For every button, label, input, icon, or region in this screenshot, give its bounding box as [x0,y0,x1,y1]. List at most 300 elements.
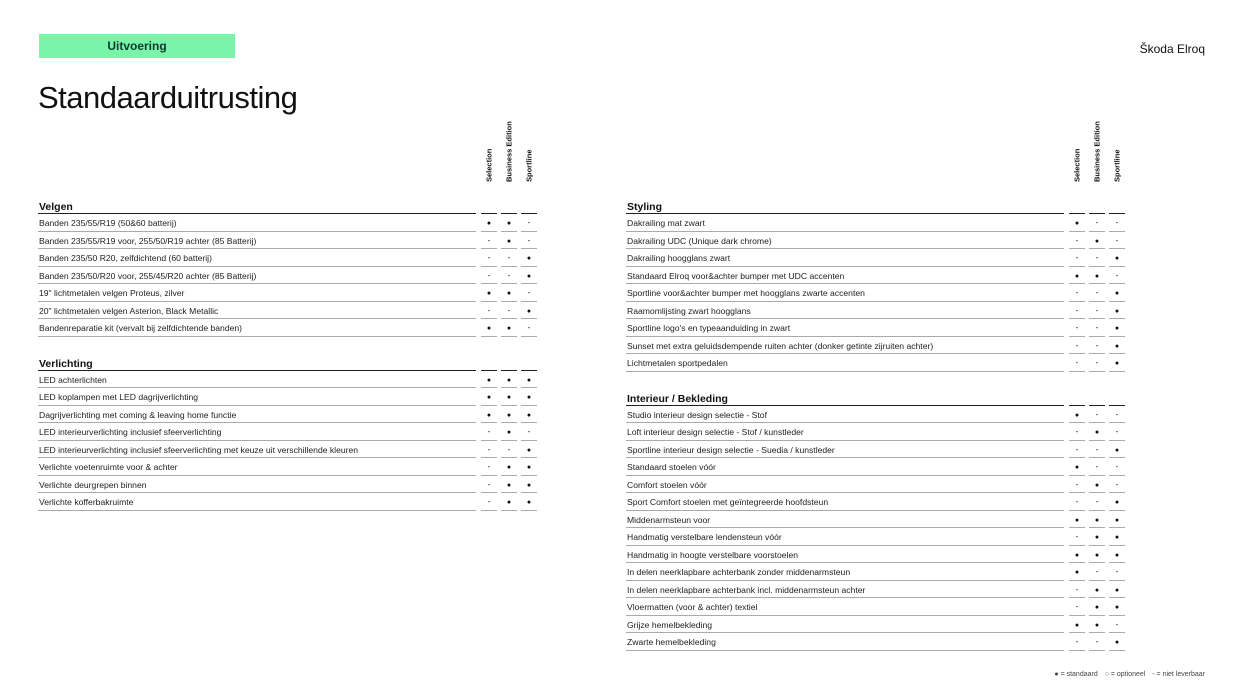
availability-selection [1069,337,1085,355]
page-title: Standaarduitrusting [38,80,298,115]
availability-selection [1069,249,1085,267]
availability-selection [1069,493,1085,511]
row-label: Comfort stoelen vóór [627,479,707,490]
availability-mark: - [1075,358,1079,367]
table-row [626,528,1126,546]
availability-selection [1069,616,1085,634]
column-header [501,121,517,191]
availability-mark: - [1095,288,1099,297]
availability-mark: ● [526,255,532,262]
legend [1049,671,1205,678]
availability-sportline [521,406,537,424]
availability-mark: - [507,270,511,280]
availability-mark: ● [1074,464,1080,471]
table-row [626,406,1126,424]
availability-mark: - [527,218,531,227]
section-title: Styling [627,201,663,213]
availability-mark: - [527,323,531,332]
availability-mark: - [527,427,531,436]
section-title: Interieur / Bekleding [627,392,728,405]
section-header [626,389,1126,406]
column-header-label: Selection [1072,148,1082,182]
section-badge: Uitvoering [39,34,235,58]
availability-mark: ● [506,325,512,332]
availability-business-edition [1089,458,1105,476]
availability-sportline [1109,563,1125,581]
availability-business-edition [1089,616,1105,634]
availability-business-edition [501,249,517,267]
table-row [626,511,1126,529]
row-label: Banden 235/50 R20, zelfdichtend (60 batterij) [39,253,212,263]
availability-business-edition [1089,249,1105,267]
section-header [38,197,538,214]
availability-business-edition [501,493,517,511]
row-label: Loft interieur design selectie - Stof / kunstleder [627,427,804,437]
table-row [626,598,1126,616]
availability-mark: ● [1114,499,1120,506]
availability-business-edition [501,302,517,320]
table-row [626,616,1126,634]
availability-mark: ● [1094,621,1100,629]
availability-business-edition [1089,319,1105,337]
availability-mark: ● [526,481,532,489]
availability-sportline [1109,598,1125,616]
cell-divider [1069,371,1085,372]
availability-mark: ● [1094,237,1100,245]
table-row [626,633,1126,651]
table-row [626,284,1126,302]
availability-selection [481,388,497,406]
availability-mark: ● [1074,220,1080,227]
availability-mark: - [1095,323,1099,332]
availability-mark: - [1075,602,1079,611]
availability-sportline [521,249,537,267]
availability-sportline [1109,354,1125,372]
availability-mark: ● [1094,586,1100,594]
availability-mark: - [487,479,491,489]
table-row [38,319,538,337]
availability-mark: - [1095,444,1099,454]
availability-mark: ● [1114,360,1120,367]
availability-mark: ● [526,272,532,280]
availability-mark: - [1075,497,1079,506]
column-header-label: Business Edition [504,121,514,182]
right-equipment-table [626,121,1126,651]
availability-selection [1069,581,1085,599]
availability-selection [481,284,497,302]
row-label: 19" lichtmetalen velgen Proteus, zilver [39,288,185,298]
availability-sportline [1109,616,1125,634]
row-label: Banden 235/50/R20 voor, 255/45/R20 achter (85 Batterij) [39,270,257,281]
row-divider [626,371,1064,372]
row-label: Verlichte deurgrepen binnen [39,479,147,490]
availability-business-edition [1089,581,1105,599]
table-row [38,371,538,389]
table-row [38,388,538,406]
row-label: Standaard stoelen vóór [627,462,716,472]
table-row [626,214,1126,232]
legend-standard: ● = standaard [1054,671,1098,678]
table-row [626,354,1126,372]
availability-selection [1069,511,1085,529]
availability-business-edition [1089,441,1105,459]
availability-mark: ● [526,464,532,471]
availability-business-edition [501,232,517,250]
availability-mark: ● [506,499,512,506]
table-row [38,493,538,511]
availability-mark: ● [1114,307,1120,315]
availability-mark: ● [506,220,512,227]
availability-selection [1069,319,1085,337]
column-header-label: Sportline [524,149,534,182]
availability-mark: ● [526,499,532,506]
table-row [626,441,1126,459]
availability-sportline [1109,249,1125,267]
availability-mark: - [1095,409,1099,419]
row-label: LED interieurverlichting inclusief sfeerverlichting met keuze uit verschillende kleuren [39,444,359,455]
table-row [626,267,1126,285]
table-row [626,546,1126,564]
row-label: Bandenreparatie kit (vervalt bij zelfdichtende banden) [39,323,243,333]
availability-business-edition [1089,511,1105,529]
availability-sportline [1109,476,1125,494]
availability-mark: ● [486,376,492,384]
availability-mark: ● [1114,534,1120,541]
cell-divider [521,510,537,511]
table-row [626,232,1126,250]
availability-business-edition [501,371,517,389]
availability-business-edition [1089,598,1105,616]
availability-sportline [1109,528,1125,546]
row-label: Sportline interieur design selectie - Suedia / kunstleder [627,444,835,455]
availability-mark: - [1095,340,1099,350]
availability-mark: ● [506,376,512,384]
availability-selection [1069,563,1085,581]
row-label: Sunset met extra geluidsdempende ruiten achter (donker getinte zijruiten achter) [627,340,934,351]
availability-mark: ● [1094,429,1100,436]
availability-sportline [1109,214,1125,232]
legend-optional: ○ = optioneel [1104,671,1146,678]
availability-sportline [521,371,537,389]
row-label: Verlichte voetenruimte voor & achter [39,462,178,472]
availability-mark: - [1075,479,1079,489]
cell-divider [481,510,497,511]
availability-mark: - [1075,253,1079,262]
availability-mark: - [1095,253,1099,262]
row-label: In delen neerklapbare achterbank incl. middenarmsteun achter [627,584,866,595]
availability-selection [1069,598,1085,616]
row-label: Banden 235/55/R19 voor, 255/50/R19 achter (85 Batterij) [39,235,257,246]
table-row [626,423,1126,441]
table-row [626,476,1126,494]
availability-mark: - [1115,427,1119,436]
availability-selection [1069,354,1085,372]
row-divider [38,336,476,337]
availability-mark: ● [506,237,512,245]
row-label: LED interieurverlichting inclusief sfeerverlichting [39,427,222,437]
availability-mark: ● [506,464,512,471]
row-label: Verlichte kofferbakruimte [39,497,134,507]
column-header [481,129,497,191]
availability-mark: - [1075,305,1079,315]
availability-sportline [521,423,537,441]
availability-business-edition [1089,476,1105,494]
cell-divider [1089,650,1105,651]
availability-business-edition [1089,214,1105,232]
availability-mark: ● [526,394,532,401]
availability-mark: ● [486,411,492,419]
availability-mark: - [487,270,491,280]
availability-mark: - [1095,358,1099,367]
availability-business-edition [1089,337,1105,355]
availability-sportline [1109,337,1125,355]
availability-business-edition [1089,267,1105,285]
availability-sportline [521,267,537,285]
availability-mark: ● [1094,534,1100,541]
brand-name: Škoda Elroq [1139,42,1205,56]
availability-business-edition [501,214,517,232]
availability-mark: ● [1114,325,1120,332]
availability-mark: ● [506,394,512,401]
availability-business-edition [1089,633,1105,651]
availability-business-edition [501,284,517,302]
availability-selection [481,302,497,320]
availability-selection [481,319,497,337]
availability-mark: ● [506,429,512,436]
availability-mark: - [507,253,511,262]
availability-mark: - [527,235,531,245]
availability-mark: ● [486,325,492,332]
availability-business-edition [1089,423,1105,441]
availability-business-edition [1089,546,1105,564]
column-header-label: Sportline [1112,149,1122,182]
availability-selection [1069,302,1085,320]
availability-mark: - [1095,497,1099,506]
row-divider [626,650,1064,651]
availability-business-edition [1089,528,1105,546]
availability-mark: - [1075,637,1079,646]
table-row [626,581,1126,599]
availability-sportline [521,476,537,494]
availability-mark: ● [1114,446,1120,454]
availability-mark: ● [506,290,512,297]
section-header [38,354,538,371]
row-label: Handmatig in hoogte verstelbare voorstoelen [627,549,799,560]
cell-divider [1109,650,1125,651]
availability-sportline [1109,284,1125,302]
availability-mark: - [1075,444,1079,454]
availability-sportline [521,214,537,232]
table-row [38,458,538,476]
availability-mark: - [1095,637,1099,646]
row-divider [38,510,476,511]
availability-mark: ● [486,394,492,401]
column-header [1109,129,1125,191]
availability-sportline [1109,581,1125,599]
availability-sportline [1109,319,1125,337]
availability-mark: - [1115,479,1119,489]
availability-business-edition [501,441,517,459]
section-title: Velgen [39,201,73,213]
section-header [626,197,1126,214]
row-label: Lichtmetalen sportpedalen [627,358,728,368]
row-label: Middenarmsteun voor [627,514,711,525]
row-label: Dakrailing UDC (Unique dark chrome) [627,235,772,246]
availability-mark: - [1095,305,1099,315]
cell-divider [1069,650,1085,651]
availability-mark: - [1075,340,1079,350]
availability-business-edition [501,267,517,285]
availability-selection [1069,214,1085,232]
table-row [38,476,538,494]
availability-selection [1069,284,1085,302]
availability-sportline [521,284,537,302]
availability-mark: - [507,305,511,315]
availability-selection [1069,458,1085,476]
availability-mark: ● [1114,586,1120,594]
availability-mark: - [487,253,491,262]
availability-mark: - [1075,427,1079,436]
availability-business-edition [1089,406,1105,424]
row-label: Handmatig verstelbare lendensteun vóór [627,532,782,542]
availability-selection [481,423,497,441]
availability-mark: ● [1094,481,1100,489]
availability-mark: ● [1074,272,1080,280]
availability-sportline [1109,546,1125,564]
column-header-label: Business Edition [1092,121,1102,182]
section-styling [626,197,1126,372]
column-header-label: Selection [484,148,494,182]
availability-mark: ● [506,411,512,419]
column-header [521,129,537,191]
availability-selection [1069,441,1085,459]
availability-mark: ● [1114,255,1120,262]
availability-sportline [1109,423,1125,441]
availability-business-edition [501,423,517,441]
legend-not-available: - = niet leverbaar [1152,671,1205,678]
availability-selection [1069,267,1085,285]
availability-selection [481,371,497,389]
availability-mark: - [1095,462,1099,471]
availability-mark: ● [1074,411,1080,419]
availability-mark: ● [526,411,532,419]
availability-selection [481,249,497,267]
availability-selection [1069,232,1085,250]
availability-sportline [521,458,537,476]
availability-sportline [1109,302,1125,320]
availability-selection [481,493,497,511]
availability-mark: - [1075,235,1079,245]
availability-sportline [1109,267,1125,285]
availability-sportline [1109,633,1125,651]
availability-mark: ● [1114,551,1120,559]
availability-mark: - [1095,567,1099,576]
table-row [38,267,538,285]
availability-mark: ● [1114,290,1120,297]
table-row [38,302,538,320]
availability-business-edition [501,406,517,424]
column-header [1069,129,1085,191]
availability-sportline [1109,406,1125,424]
availability-mark: - [1115,409,1119,419]
availability-mark: - [1075,532,1079,541]
availability-mark: ● [1114,342,1120,350]
availability-selection [1069,423,1085,441]
availability-mark: - [1115,567,1119,576]
row-label: In delen neerklapbare achterbank zonder middenarmsteun [627,567,851,577]
availability-sportline [1109,232,1125,250]
availability-mark: - [527,288,531,297]
availability-selection [481,476,497,494]
availability-mark: - [507,444,511,454]
availability-selection [1069,528,1085,546]
availability-mark: ● [1074,551,1080,559]
availability-mark: ● [1114,639,1120,646]
row-label: Studio interieur design selectie - Stof [627,409,767,420]
availability-business-edition [1089,232,1105,250]
availability-selection [1069,633,1085,651]
availability-mark: - [1115,235,1119,245]
availability-sportline [1109,441,1125,459]
availability-mark: ● [486,220,492,227]
section-interieur-bekleding [626,389,1126,651]
availability-business-edition [1089,493,1105,511]
row-label: 20" lichtmetalen velgen Asterion, Black Metallic [39,305,219,316]
table-row [626,493,1126,511]
availability-mark: ● [1074,621,1080,629]
availability-mark: ● [486,290,492,297]
table-row [626,458,1126,476]
row-label: Sportline logo's en typeaanduiding in zwart [627,323,791,333]
availability-mark: ● [526,446,532,454]
cell-divider [501,510,517,511]
row-label: Dakrailing hoogglans zwart [627,253,731,263]
cell-divider [1089,371,1105,372]
row-label: Dagrijverlichting met coming & leaving home functie [39,409,237,420]
availability-sportline [521,493,537,511]
cell-divider [521,336,537,337]
availability-mark: ● [1094,551,1100,559]
row-label: LED koplampen met LED dagrijverlichting [39,392,199,402]
table-row [626,249,1126,267]
cell-divider [501,336,517,337]
availability-business-edition [1089,284,1105,302]
row-label: Grijze hemelbekleding [627,619,713,630]
table-row [38,214,538,232]
availability-mark: - [1115,462,1119,471]
availability-sportline [521,302,537,320]
availability-selection [481,267,497,285]
section-verlichting [38,354,538,511]
availability-mark: ● [1114,604,1120,611]
availability-selection [1069,476,1085,494]
availability-mark: ● [1094,516,1100,524]
table-row [38,284,538,302]
availability-mark: ● [1074,569,1080,576]
availability-business-edition [501,388,517,406]
availability-business-edition [501,458,517,476]
availability-business-edition [1089,563,1105,581]
table-row [38,406,538,424]
availability-selection [481,232,497,250]
section-velgen [38,197,538,337]
availability-mark: - [1115,270,1119,280]
availability-business-edition [1089,354,1105,372]
availability-selection [481,441,497,459]
table-row [38,249,538,267]
availability-selection [1069,546,1085,564]
availability-mark: ● [1094,604,1100,611]
